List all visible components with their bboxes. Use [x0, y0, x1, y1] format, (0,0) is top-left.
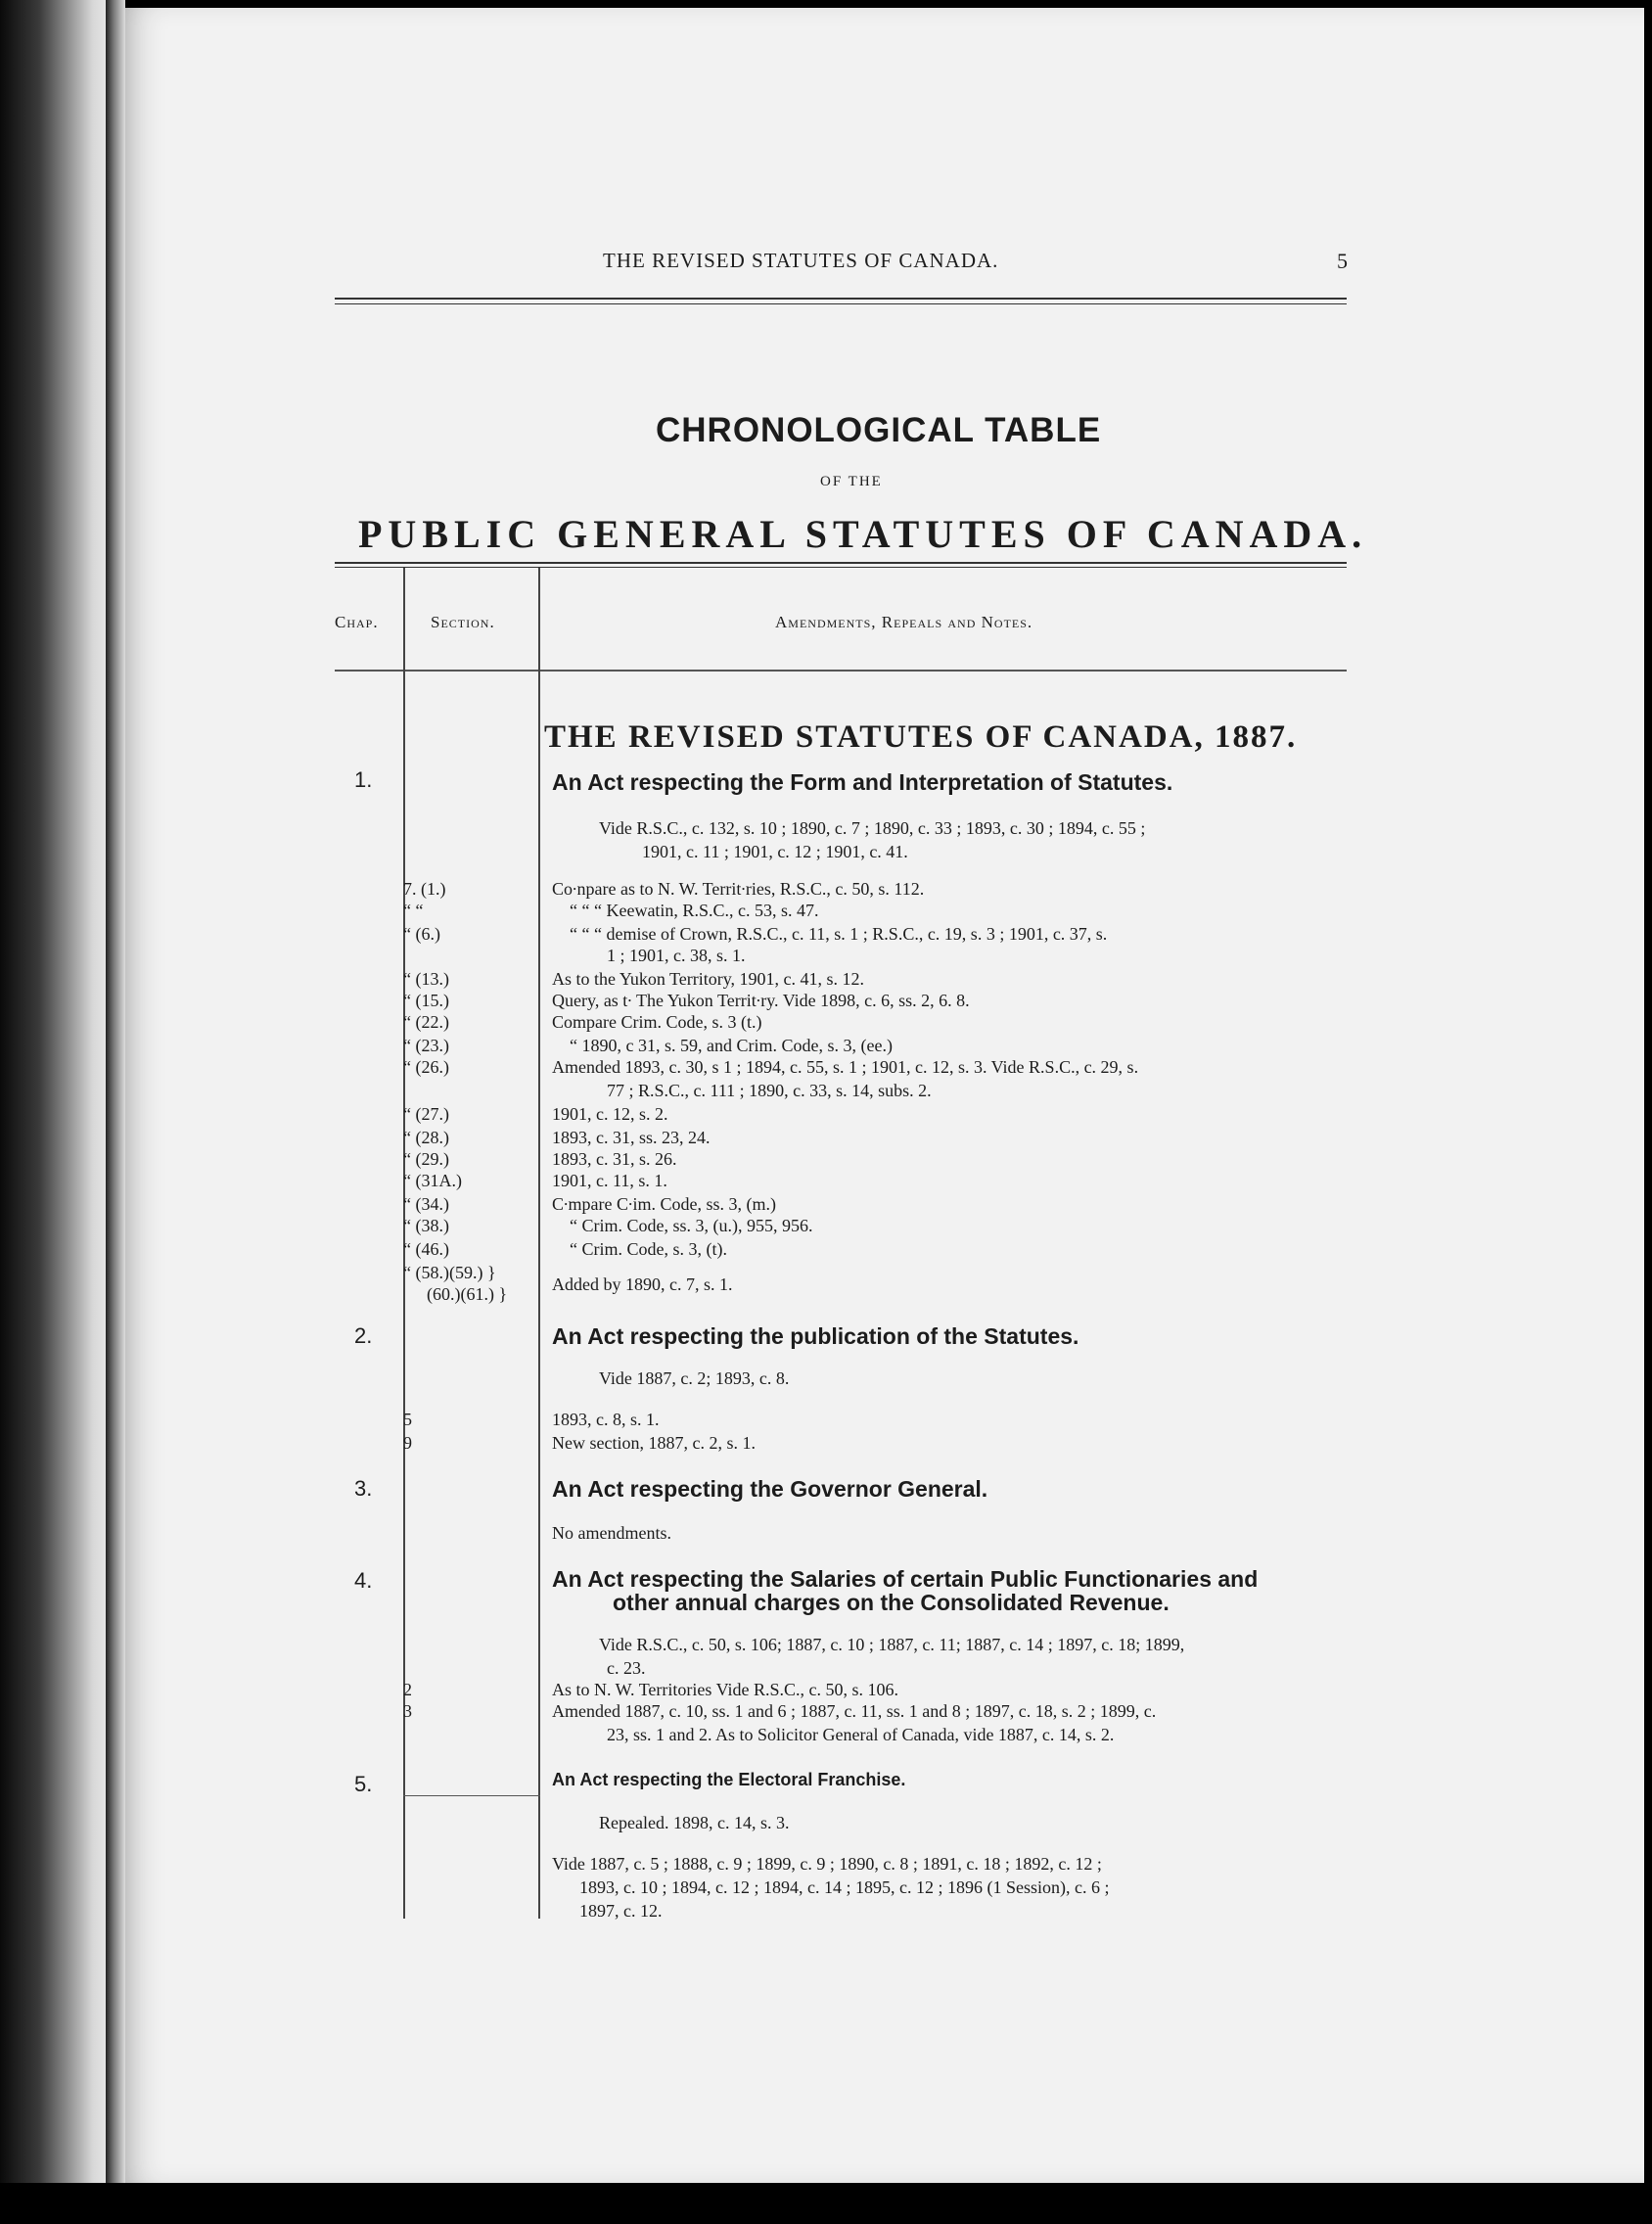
amendment-note: “ Crim. Code, ss. 3, (u.), 955, 956. [570, 1216, 813, 1235]
section-ref: (60.)(61.) } [427, 1284, 508, 1304]
act-title: An Act respecting the Salaries of certain Public Functionaries and [552, 1566, 1259, 1592]
header-rule-thin [335, 303, 1347, 304]
col-divider-2 [538, 568, 540, 1919]
amendment-note: 1893, c. 31, s. 26. [552, 1149, 677, 1169]
amendment-note: Amended 1887, c. 10, ss. 1 and 6 ; 1887, c. 11, ss. 1 and 8 ; 1897, c. 18, s. 2 ; 1899, c. [552, 1701, 1157, 1721]
act-vide: Vide 1887, c. 5 ; 1888, c. 9 ; 1899, c. 9 ; 1890, c. 8 ; 1891, c. 18 ; 1892, c. 12 ; [552, 1854, 1102, 1874]
amendment-note: 1 ; 1901, c. 38, s. 1. [607, 946, 746, 965]
section-ref: “ (13.) [403, 969, 449, 989]
section-ref: “ (28.) [403, 1128, 449, 1147]
section-ref: 3 [403, 1701, 412, 1721]
act-vide: 1897, c. 12. [579, 1901, 663, 1921]
title-rule [335, 562, 1347, 564]
amendment-note: As to N. W. Territories Vide R.S.C., c. 50, s. 106. [552, 1680, 898, 1699]
amendment-note: 23, ss. 1 and 2. As to Solicitor General of Canada, vide 1887, c. 14, s. 2. [607, 1725, 1115, 1744]
act-repealed: Repealed. 1898, c. 14, s. 3. [599, 1813, 790, 1832]
act-vide: 1893, c. 10 ; 1894, c. 12 ; 1894, c. 14 ; 1895, c. 12 ; 1896 (1 Session), c. 6 ; [579, 1877, 1110, 1897]
amendment-note: 1901, c. 11, s. 1. [552, 1171, 667, 1190]
amendment-note: C∙mpare C∙im. Code, ss. 3, (m.) [552, 1194, 776, 1214]
chap-number: 4. [354, 1568, 373, 1593]
col-header-section: Section. [431, 613, 495, 631]
amendment-note: 1893, c. 8, s. 1. [552, 1410, 660, 1429]
chap-number: 3. [354, 1476, 373, 1501]
section-ref: “ (6.) [403, 924, 440, 944]
amendment-note: 1893, c. 31, ss. 23, 24. [552, 1128, 711, 1147]
amendment-note: Added by 1890, c. 7, s. 1. [552, 1274, 733, 1294]
amendment-note: “ “ “ Keewatin, R.S.C., c. 53, s. 47. [570, 901, 819, 920]
amendment-note: “ 1890, c 31, s. 59, and Crim. Code, s. 3, (ee.) [570, 1036, 893, 1055]
act-vide: Vide 1887, c. 2; 1893, c. 8. [599, 1368, 790, 1388]
amendment-note: As to the Yukon Territory, 1901, c. 41, s. 12. [552, 969, 865, 989]
act-vide: 1901, c. 11 ; 1901, c. 12 ; 1901, c. 41. [642, 842, 908, 861]
section-ref: 9 [403, 1433, 412, 1453]
section-ref: “ (31A.) [403, 1171, 462, 1190]
act-vide: Vide R.S.C., c. 132, s. 10 ; 1890, c. 7 ; 1890, c. 33 ; 1893, c. 30 ; 1894, c. 55 ; [599, 818, 1146, 838]
amendment-note: Amended 1893, c. 30, s 1 ; 1894, c. 55, s. 1 ; 1901, c. 12, s. 3. Vide R.S.C., c. 29, s. [552, 1057, 1139, 1077]
amendment-note: 1901, c. 12, s. 2. [552, 1104, 668, 1124]
amendment-note: 77 ; R.S.C., c. 111 ; 1890, c. 33, s. 14, subs. 2. [607, 1081, 932, 1100]
chap-number: 1. [354, 767, 373, 792]
section-heading: THE REVISED STATUTES OF CANADA, 1887. [544, 719, 1298, 755]
section-ref: “ (38.) [403, 1216, 449, 1235]
col-header-chap: Chap. [335, 613, 379, 631]
facing-page-edge [0, 0, 117, 2183]
header-rule [335, 298, 1347, 300]
col-header-notes: Amendments, Repeals and Notes. [775, 613, 1033, 631]
act-title: An Act respecting the Electoral Franchise. [552, 1770, 906, 1789]
amendment-note: Co∙npare as to N. W. Territ∙ries, R.S.C., c. 50, s. 112. [552, 879, 925, 899]
section-ref: 7. (1.) [403, 879, 446, 899]
act-vide: c. 23. [607, 1658, 646, 1678]
binding-spine [106, 0, 125, 2183]
section-ref: “ (23.) [403, 1036, 449, 1055]
act-title: An Act respecting the publication of the Statutes. [552, 1323, 1079, 1349]
table-title: CHRONOLOGICAL TABLE [656, 411, 1102, 449]
act-vide: Vide R.S.C., c. 50, s. 106; 1887, c. 10 ; 1887, c. 11; 1887, c. 14 ; 1897, c. 18; 1899, [599, 1635, 1185, 1654]
section-ref: 5 [403, 1410, 412, 1429]
col-header-rule [335, 670, 1347, 672]
section-ref: “ (27.) [403, 1104, 449, 1124]
row-divider [403, 1795, 540, 1796]
section-ref: “ (46.) [403, 1239, 449, 1259]
section-ref: “ (58.)(59.) } [403, 1263, 496, 1282]
act-title: other annual charges on the Consolidated Revenue. [613, 1590, 1170, 1615]
act-title: An Act respecting the Form and Interpretation of Statutes. [552, 769, 1173, 795]
section-ref: “ (15.) [403, 991, 449, 1010]
section-ref: “ (22.) [403, 1012, 449, 1032]
section-ref: 2 [403, 1680, 412, 1699]
table-subtitle: PUBLIC GENERAL STATUTES OF CANADA. [358, 512, 1368, 556]
title-rule-thin [335, 567, 1347, 568]
amendment-note: New section, 1887, c. 2, s. 1. [552, 1433, 756, 1453]
page-number: 5 [1337, 249, 1348, 273]
amendment-note: Compare Crim. Code, s. 3 (t.) [552, 1012, 762, 1032]
amendment-note: “ “ “ demise of Crown, R.S.C., c. 11, s. 1 ; R.S.C., c. 19, s. 3 ; 1901, c. 37, s. [570, 924, 1108, 944]
section-ref: “ (29.) [403, 1149, 449, 1169]
section-ref: “ (34.) [403, 1194, 449, 1214]
running-title: THE REVISED STATUTES OF CANADA. [603, 249, 999, 272]
section-ref: “ “ [403, 901, 424, 920]
amendment-note: “ Crim. Code, s. 3, (t). [570, 1239, 727, 1259]
chap-number: 2. [354, 1323, 373, 1348]
amendment-note: Query, as t∙ The Yukon Territ∙ry. Vide 1898, c. 6, ss. 2, 6. 8. [552, 991, 970, 1010]
chap-number: 5. [354, 1772, 373, 1796]
section-ref: “ (26.) [403, 1057, 449, 1077]
act-title: An Act respecting the Governor General. [552, 1476, 988, 1502]
table-title-of-the: OF THE [820, 474, 883, 489]
amendment-note: No amendments. [552, 1523, 671, 1543]
